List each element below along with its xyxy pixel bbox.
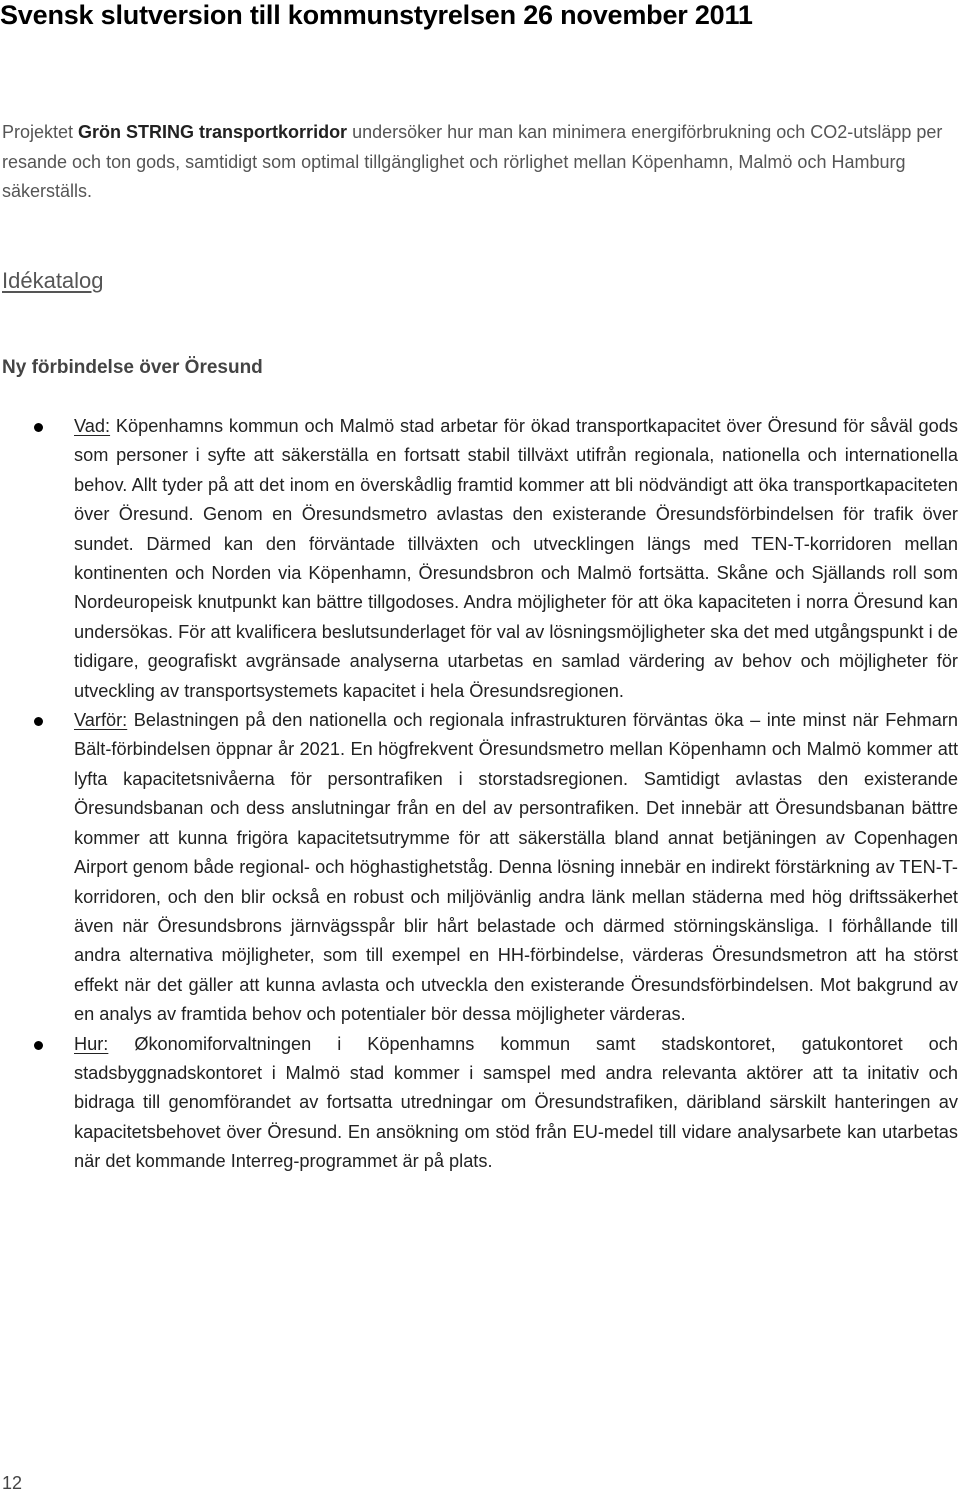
- bullet-label: Varför:: [74, 710, 128, 731]
- bullet-item-vad: [0, 412, 960, 706]
- project-name: Grön STRING transportkorridor: [78, 122, 348, 142]
- bullet-item-hur: [0, 1030, 960, 1177]
- intro-text-before: Projektet: [2, 122, 79, 142]
- bullet-item-varfor: [0, 706, 960, 1029]
- page-title: Svensk slutversion till kommunstyrelsen 26 november 2011: [0, 0, 753, 30]
- bullet-label: Vad:: [74, 416, 111, 436]
- sub-heading: Ny förbindelse över Öresund: [2, 357, 263, 378]
- bullet-label: Hur:: [74, 1033, 109, 1054]
- section-heading: Idékatalog: [2, 268, 104, 293]
- bullet-text: Belastningen på den nationella och regionala infrastrukturen förväntas öka – inte minst när Fehmarn Bält-förbindelsen öppnar år 2021. En högfrekvent Öresundsmetro mellan Köpenhamn och Malmö kommer att lyfta kapacitetsnivåerna för persontrafiken i storstadsregionen. Samtidigt avlastas den existerande Öresundsbanan och dess anslutningar från en del av persontrafiken. Det innebär att Öresundsbanan bättre kommer att kunna frigöra kapacitetsutrymme för att säkerställa bland annat betjäningen av Copenhagen Airport genom både regional- och höghastighetståg. Denna lösning innebär en indirekt förstärkning av TEN-T-korridoren, och den blir också en robust och miljövänlig andra länk mellan städerna med hög driftssäkerhet även när Öresundsbrons järnvägsspår blir hårt belastade och därmed störningskänsliga. I förhållande till andra alternativa möjligheter, som till exempel en HH-förbindelse, värderas Öresundsmetron att ha störst effekt när det gäller att kunna avlasta och utveckla den existerande Öresundsförbindelsen. Mot bakgrund av en analys av framtida behov och potentialer bör dessa möjligheter värderas.: [74, 710, 958, 1025]
- intro-paragraph: [2, 118, 954, 207]
- bullet-list: [0, 412, 960, 1177]
- bullet-dot-icon: [34, 717, 43, 726]
- bullet-text: Köpenhamns kommun och Malmö stad arbetar för ökad transportkapacitet över Öresund för såväl gods som personer i syfte att säkerställa en fortsatt stabil tillväxt utifrån regionala, nationella och internationella behov. Allt tyder på att det inom en överskådlig framtid kommer att bli nödvändigt att öka transportkapaciteten över Öresund. Genom en Öresundsmetro avlastas den existerande Öresundsförbindelsen för trafik över sundet. Därmed kan den förväntade tillväxten och utvecklingen längs med TEN-T-korridoren mellan kontinenten och Norden via Köpenhamn, Öresundsbron och Malmö fortsätta. Skåne och Själlands roll som Nordeuropeisk knutpunkt kan bättre tillgodoses. Andra möjligheter för att öka kapaciteten i norra Öresund kan undersökas. För att kvalificera beslutsunderlaget för val av lösningsmöjligheter ska det med utgångspunkt i de tidigare, geografiskt avgränsade analyserna utarbetas en samlad värdering av behov och möjligheter för utveckling av transportsystemets kapacitet i hela Öresundsregionen.: [74, 416, 958, 701]
- page-number: 12: [2, 1473, 23, 1493]
- bullet-dot-icon: [34, 423, 43, 432]
- bullet-text: Økonomiforvaltningen i Köpenhamns kommun samt stadskontoret, gatukontoret och stadsbyggnadskontoret i Malmö stad kommer i samspel med andra relevanta aktörer att ta initativ och bidraga till genomförandet av fortsatta utredningar om Öresundstrafiken, däribland särskilt hanteringen av kapacitetsbehovet över Öresund. En ansökning om stöd från EU-medel till vidare analysarbete kan utarbetas när det kommande Interreg-programmet är på plats.: [74, 1033, 958, 1172]
- bullet-dot-icon: [34, 1041, 43, 1050]
- intro-text-after: undersöker hur man kan minimera energiförbrukning och CO2-utsläpp per resande och ton gods, samtidigt som optimal tillgänglighet och rörlighet mellan Köpenhamn, Malmö och Hamburg säkerställs.: [2, 122, 943, 201]
